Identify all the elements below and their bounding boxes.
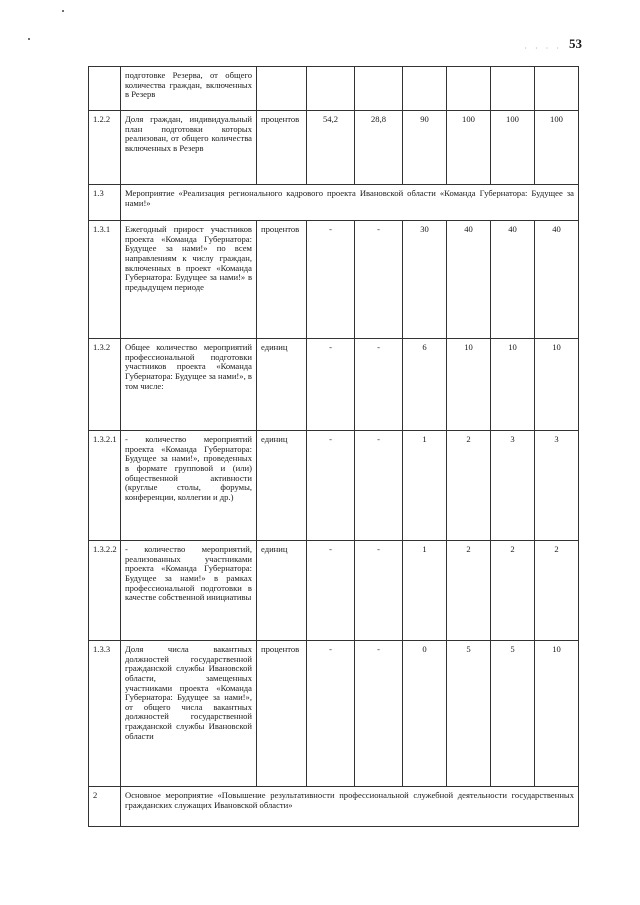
value-cell: 90 <box>403 111 447 185</box>
value-cell: 40 <box>447 221 491 339</box>
row-number: 1.2.2 <box>89 111 121 185</box>
value-cell: 0 <box>403 641 447 787</box>
unit: единиц <box>257 431 307 541</box>
value-cell: 2 <box>535 541 579 641</box>
indicator-name: Доля граждан, индивидуальный план подготовки которых реализован, от общего количества включенных в Резерв <box>121 111 257 185</box>
value-cell <box>491 67 535 111</box>
value-cell <box>535 67 579 111</box>
value-cell: 100 <box>491 111 535 185</box>
scan-speck <box>28 38 30 40</box>
value-cell: 2 <box>447 541 491 641</box>
value-cell: 1 <box>403 431 447 541</box>
value-cell: 30 <box>403 221 447 339</box>
value-cell: 10 <box>447 339 491 431</box>
value-cell: 10 <box>535 339 579 431</box>
value-cell: 100 <box>535 111 579 185</box>
value-cell <box>355 67 403 111</box>
indicator-name: Общее количество мероприятий профессиональной подготовки участников проекта «Команда Губернатора: Будущее за нами!», в том числе: <box>121 339 257 431</box>
value-cell: 5 <box>491 641 535 787</box>
indicator-name: - количество мероприятий, реализованных участниками проекта «Команда Губернатора: Будущее за нами!» в рамках профессиональной подготовки в качестве собственной инициативы <box>121 541 257 641</box>
row-number: 1.3.2 <box>89 339 121 431</box>
row-number: 2 <box>89 787 121 827</box>
value-cell: 10 <box>491 339 535 431</box>
value-cell: 28,8 <box>355 111 403 185</box>
scan-noise: · · · · <box>524 44 562 53</box>
value-cell: 1 <box>403 541 447 641</box>
row-number <box>89 67 121 111</box>
section-row <box>89 787 579 827</box>
row-number: 1.3 <box>89 185 121 221</box>
value-cell: - <box>355 641 403 787</box>
value-cell: - <box>355 221 403 339</box>
indicator-name: Доля числа вакантных должностей государственной гражданской службы Ивановской области, замещенных участниками проекта «Команда Губернатора: Будущее за нами!», от общего числа вакантных должностей государственной гражданской службы Ивановской области <box>121 641 257 787</box>
section-row <box>89 185 579 221</box>
value-cell: 40 <box>535 221 579 339</box>
section-title: Основное мероприятие «Повышение результативности профессиональной служебной деятельности государственных гражданских служащих Ивановской области» <box>121 787 579 827</box>
table-row <box>89 641 579 787</box>
table-row <box>89 339 579 431</box>
value-cell: 54,2 <box>307 111 355 185</box>
unit: единиц <box>257 339 307 431</box>
value-cell: 6 <box>403 339 447 431</box>
value-cell: - <box>307 221 355 339</box>
row-number: 1.3.1 <box>89 221 121 339</box>
unit <box>257 67 307 111</box>
table-row <box>89 111 579 185</box>
indicator-name: - количество мероприятий проекта «Команда Губернатора: Будущее за нами!», проведенных в формате групповой и (или) общественной активности (круглые столы, форумы, конференции, коллегии и др.) <box>121 431 257 541</box>
value-cell <box>403 67 447 111</box>
indicator-name: подготовке Резерва, от общего количества граждан, включенных в Резерв <box>121 67 257 111</box>
unit: процентов <box>257 111 307 185</box>
scan-speck <box>62 10 64 12</box>
value-cell: - <box>355 431 403 541</box>
table-row <box>89 67 579 111</box>
unit: процентов <box>257 221 307 339</box>
section-title: Мероприятие «Реализация регионального кадрового проекта Ивановской области «Команда Губернатора: Будущее за нами!» <box>121 185 579 221</box>
value-cell: - <box>307 431 355 541</box>
row-number: 1.3.2.2 <box>89 541 121 641</box>
table-row <box>89 541 579 641</box>
value-cell: 2 <box>491 541 535 641</box>
value-cell: - <box>307 541 355 641</box>
row-number: 1.3.2.1 <box>89 431 121 541</box>
unit: единиц <box>257 541 307 641</box>
value-cell: 3 <box>491 431 535 541</box>
value-cell: 5 <box>447 641 491 787</box>
indicator-name: Ежегодный прирост участников проекта «Команда Губернатора: Будущее за нами!» по всем направлениям к числу граждан, включенных в проект «Команда Губернатора: Будущее за нами!» в предыдущем периоде <box>121 221 257 339</box>
value-cell: 10 <box>535 641 579 787</box>
value-cell <box>447 67 491 111</box>
value-cell: - <box>355 339 403 431</box>
table-row <box>89 221 579 339</box>
value-cell: 40 <box>491 221 535 339</box>
value-cell <box>307 67 355 111</box>
table-row <box>89 431 579 541</box>
row-number: 1.3.3 <box>89 641 121 787</box>
value-cell: 3 <box>535 431 579 541</box>
value-cell: 100 <box>447 111 491 185</box>
value-cell: 2 <box>447 431 491 541</box>
indicator-table <box>88 66 579 827</box>
page-number: 53 <box>569 36 582 51</box>
value-cell: - <box>307 339 355 431</box>
value-cell: - <box>355 541 403 641</box>
value-cell: - <box>307 641 355 787</box>
unit: процентов <box>257 641 307 787</box>
